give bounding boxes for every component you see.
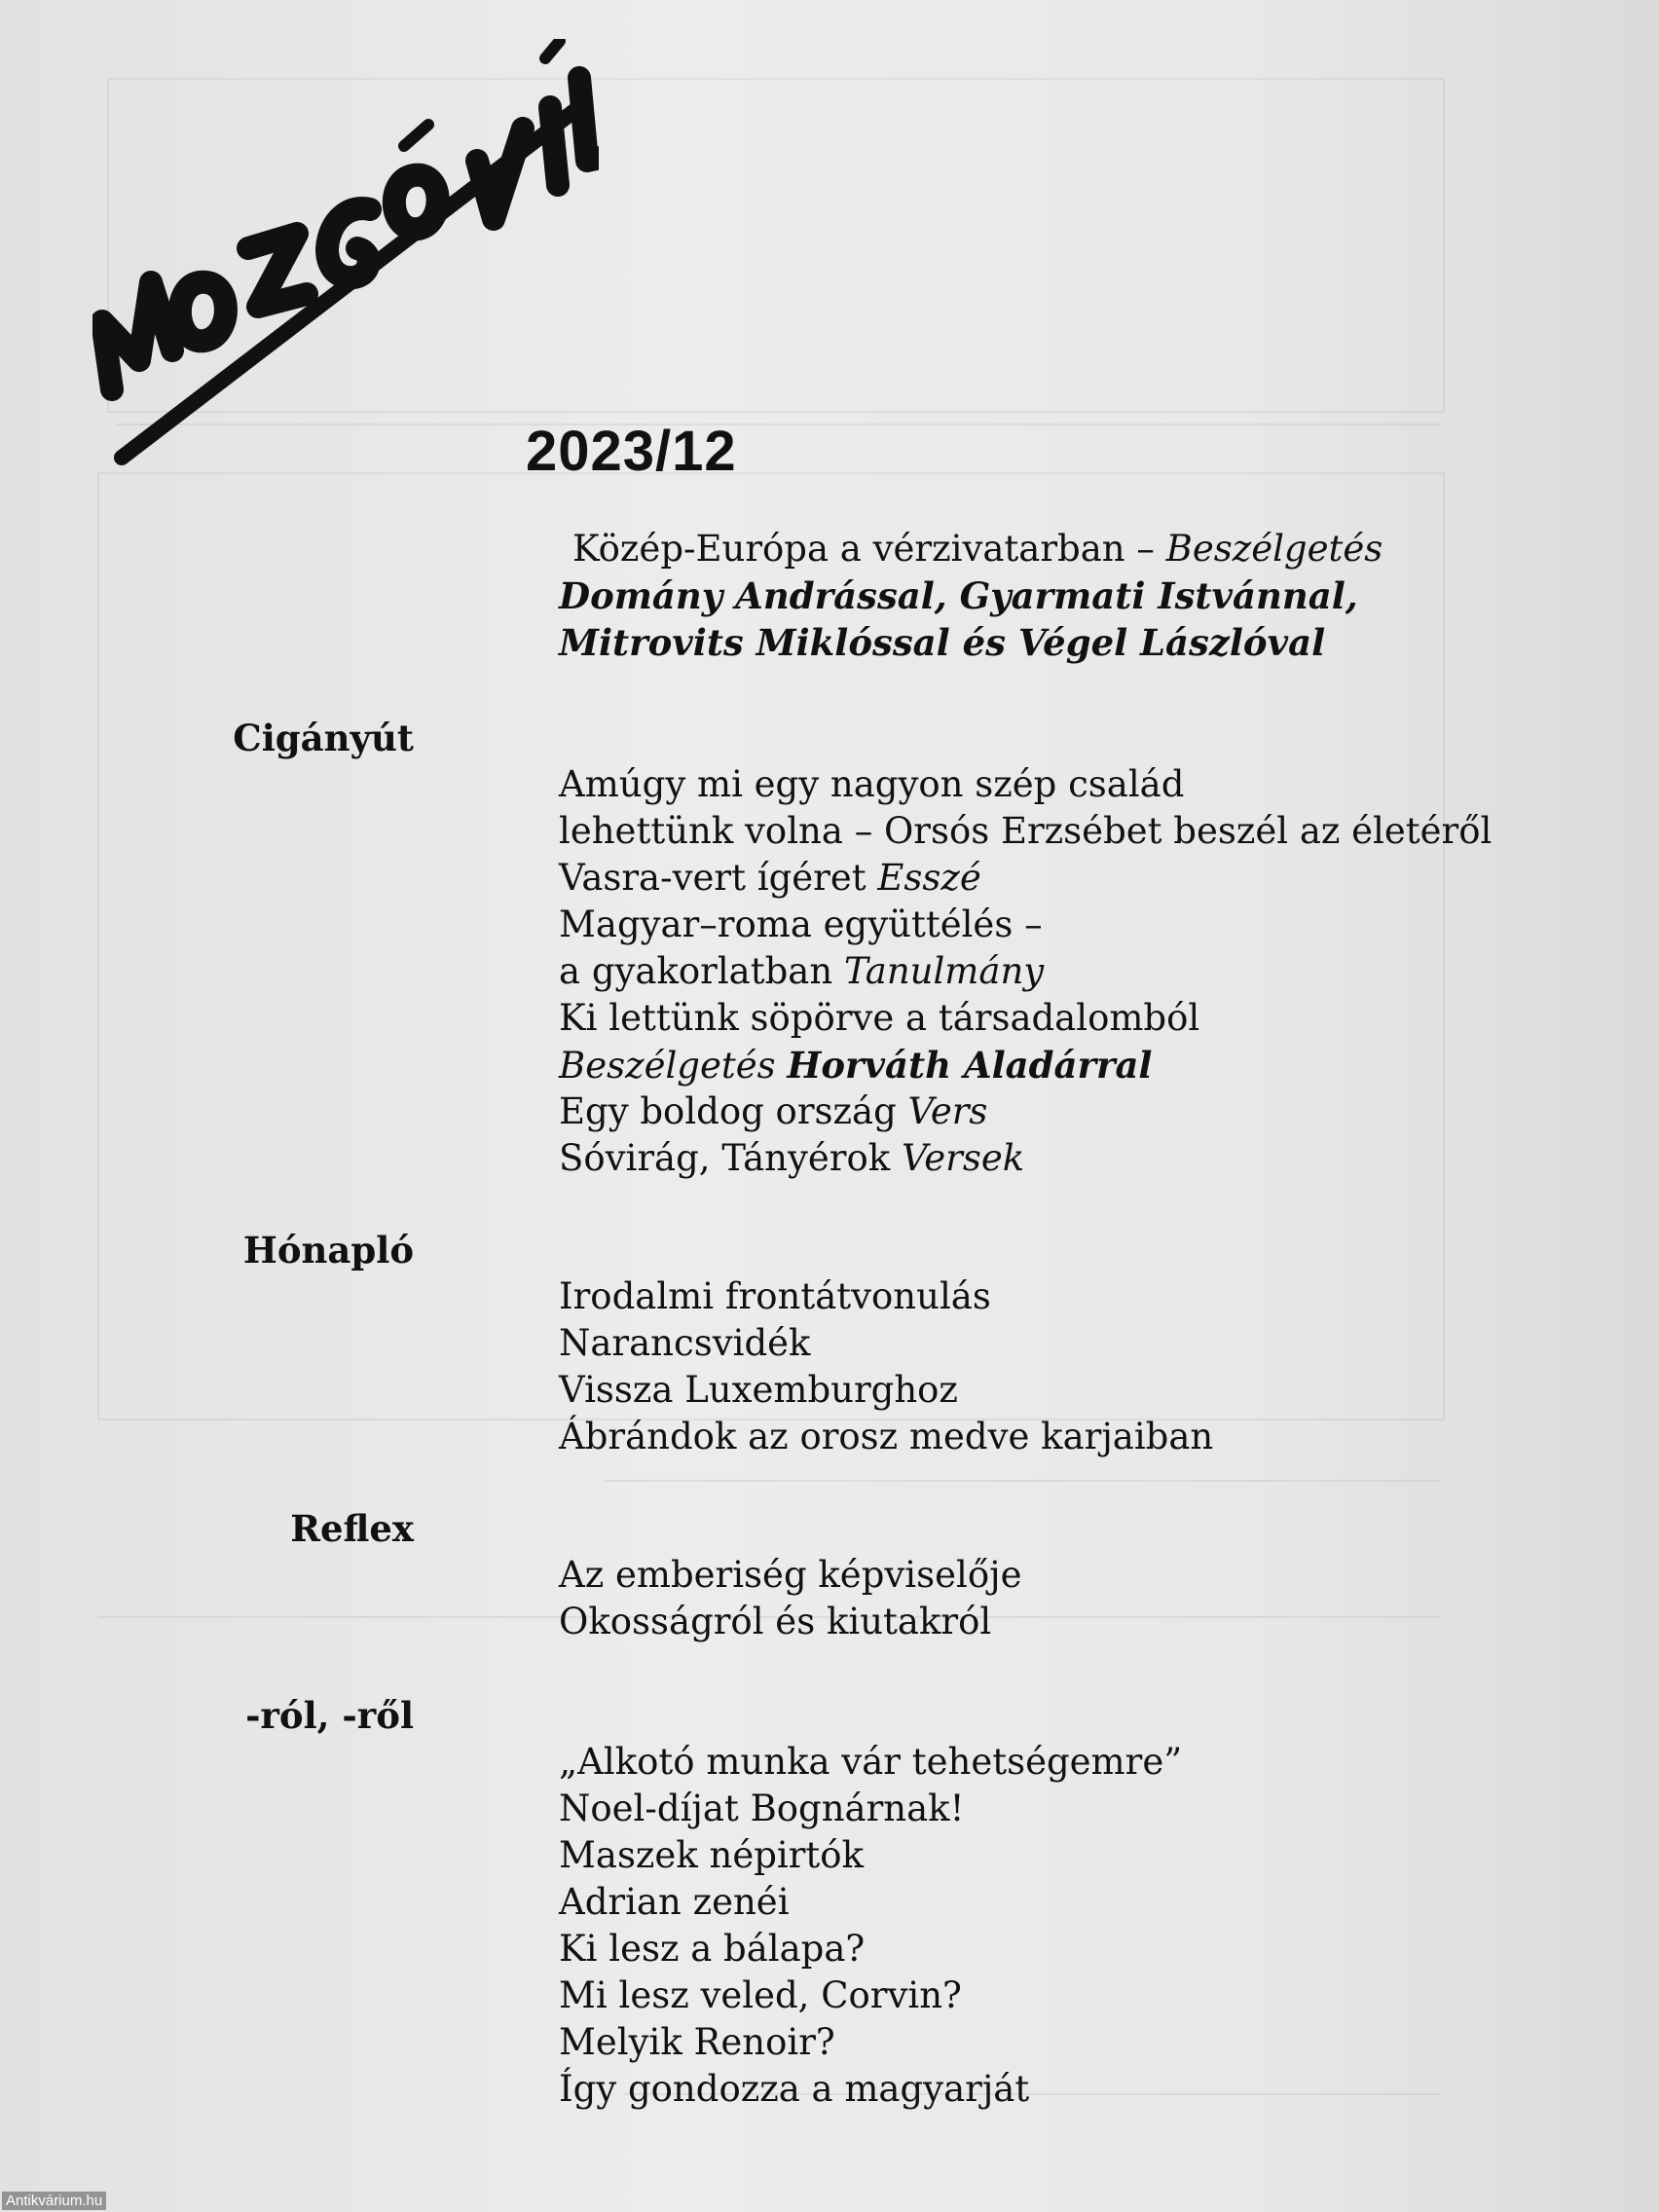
source-watermark: Antikvárium.hu [2, 2192, 106, 2210]
section-heading-ciganyut: Cigányút [233, 717, 414, 759]
toc-title: Magyar–roma együttélés – [559, 903, 1043, 945]
genre-label: Beszélgetés [1165, 528, 1383, 570]
toc-title: Adrian zenéi [559, 1881, 790, 1923]
logo-text: MOZGÓ VILÁG [92, 39, 100, 40]
section-heading-reflex: Reflex [290, 1507, 414, 1550]
toc-title-continued: Domány Andrással, Gyarmati Istvánnal, [559, 574, 1358, 617]
toc-title: Vissza Luxemburghoz [559, 1369, 958, 1411]
title-text: Közép-Európa a vérzivatarban – [572, 528, 1166, 570]
toc-title: Ki lesz a bálapa? [559, 1928, 866, 1970]
title-text: Egy boldog ország [559, 1090, 908, 1132]
toc-title-continued [559, 1042, 1152, 1088]
toc-title: Az emberiség képviselője [559, 1554, 1022, 1596]
toc-title: Amúgy mi egy nagyon szép család [559, 763, 1185, 805]
toc-title [559, 1135, 1024, 1182]
toc-title: Így gondozza a magyarját [559, 2068, 1030, 2110]
toc-title: Irodalmi frontátvonulás [559, 1275, 991, 1317]
toc-title: Noel-díjat Bognárnak! [559, 1788, 965, 1829]
section-heading-rol: -ról, -ről [245, 1694, 414, 1737]
toc-title [559, 1088, 987, 1135]
toc-title-continued: lehettünk volna – Orsós Erzsébet beszél az életéről [559, 810, 1493, 852]
toc-title [559, 855, 981, 902]
toc-title-continued [559, 948, 1044, 995]
toc-title: Okosságról és kiutakról [559, 1601, 992, 1642]
section-heading-honaplo: Hónapló [242, 1229, 414, 1272]
issue-number: 2023/12 [526, 420, 737, 483]
genre-label: Beszélgetés [559, 1045, 788, 1087]
show-through-rule [604, 1480, 1441, 1482]
title-text: a gyakorlatban [559, 950, 844, 992]
toc-title: Narancsvidék [559, 1322, 811, 1364]
genre-label: Tanulmány [843, 950, 1045, 992]
toc-title: Mi lesz veled, Corvin? [559, 1974, 962, 2016]
genre-label: Esszé [877, 857, 981, 899]
toc-title: „Alkotó munka vár tehetségemre” [559, 1741, 1183, 1783]
title-text: Sóvirág, Tányérok [559, 1137, 902, 1179]
toc-title [572, 526, 1382, 572]
interviewee-name: Horváth Aladárral [787, 1044, 1153, 1087]
title-text: Vasra-vert ígéret [559, 857, 878, 899]
toc-title: Melyik Renoir? [559, 2021, 835, 2063]
toc-title: Ábrándok az orosz medve karjaiban [559, 1416, 1214, 1457]
toc-title: Maszek népirtók [559, 1834, 865, 1876]
toc-title: Ki lettünk söpörve a társadalomból [559, 997, 1200, 1039]
genre-label: Versek [901, 1137, 1025, 1179]
toc-title-continued: Mitrovits Miklóssal és Végel Lászlóval [559, 621, 1326, 664]
genre-label: Vers [907, 1090, 988, 1132]
mozgo-vilag-logo [92, 39, 599, 487]
